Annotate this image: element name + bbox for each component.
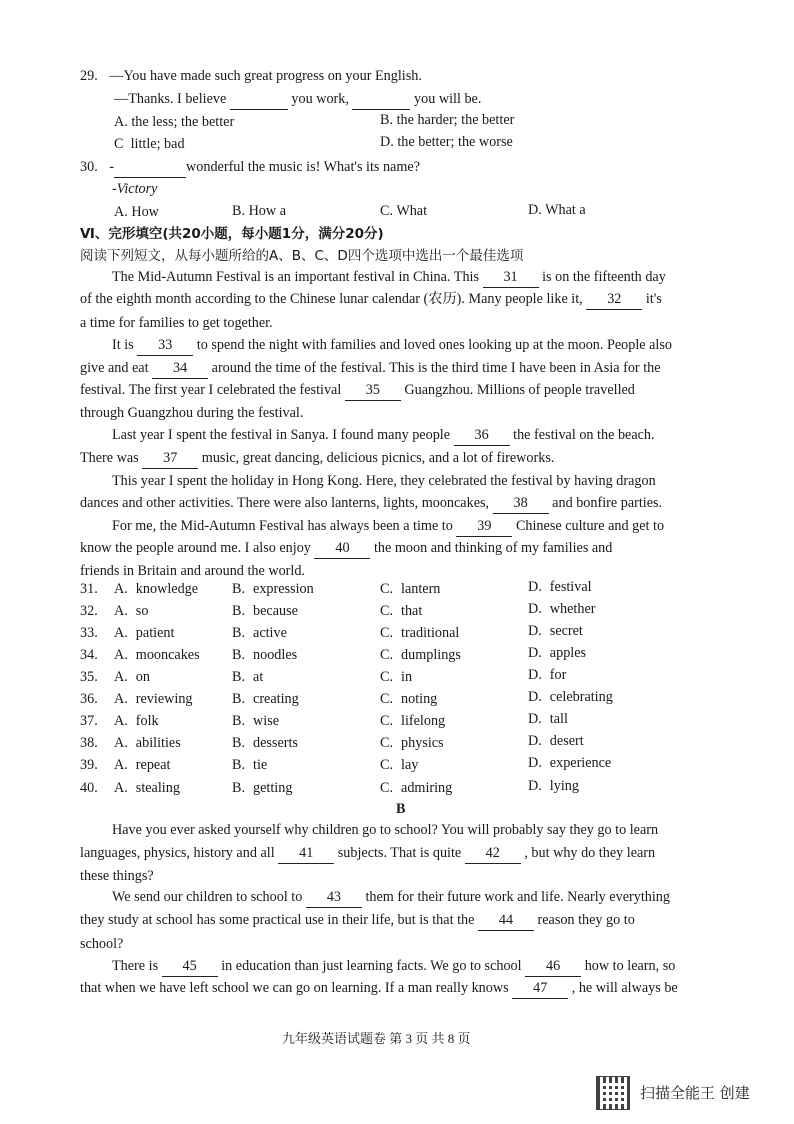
option-text: that <box>401 603 423 619</box>
passage-line <box>80 934 123 954</box>
passage-text: through Guangzhou during the festival. <box>80 405 304 421</box>
q30-option-c <box>380 201 427 221</box>
passage-line <box>80 978 678 999</box>
choice-option-b[interactable] <box>232 711 279 731</box>
option-letter: A. <box>114 780 128 796</box>
passage-line <box>80 289 662 310</box>
option-text: lying <box>549 778 579 794</box>
blank-number[interactable]: 34 <box>152 358 208 379</box>
text: - <box>109 159 115 175</box>
passage-text: the festival on the beach. <box>509 427 655 443</box>
option-letter: C. <box>380 757 394 773</box>
choice-option-b[interactable] <box>232 667 263 687</box>
blank-number[interactable]: 35 <box>345 380 401 401</box>
option-label: B. <box>232 203 246 219</box>
option-text: creating <box>253 691 299 707</box>
option-label: D. <box>528 202 542 218</box>
option-text: celebrating <box>549 689 613 705</box>
option-letter: A. <box>114 669 128 685</box>
option-letter: C. <box>380 581 394 597</box>
option-letter: D. <box>528 733 542 749</box>
passage-text: give and eat <box>80 360 153 376</box>
passage-line <box>112 425 655 446</box>
option-letter: B. <box>232 691 246 707</box>
choice-number: 38. <box>80 735 98 751</box>
passage-text: they study at school has some practical use in their life, but is that the <box>80 912 478 928</box>
choice-number: 34. <box>80 647 98 663</box>
q29-option-a <box>114 112 234 132</box>
text: —Thanks. I believe <box>114 91 227 107</box>
blank-number[interactable]: 39 <box>456 516 512 537</box>
option-letter: A. <box>114 757 128 773</box>
option-text: tall <box>549 711 568 727</box>
passage-text: subjects. That is quite <box>334 845 465 861</box>
passage-line <box>80 380 635 401</box>
option-text: in <box>401 669 413 685</box>
option-text: the less; the better <box>131 114 235 130</box>
choice-option-d[interactable] <box>528 709 568 729</box>
passage-text: , but why do they learn <box>520 845 656 861</box>
passage-text: , he will always be <box>568 980 678 996</box>
passage-line <box>112 516 664 537</box>
option-letter: C. <box>380 691 394 707</box>
question-number: 29. <box>80 68 98 84</box>
option-letter: D. <box>528 645 542 661</box>
option-text: admiring <box>401 780 453 796</box>
choice-option-c[interactable] <box>380 667 412 687</box>
choice-option-c[interactable] <box>380 711 445 731</box>
option-letter: D. <box>528 601 542 617</box>
blank-number[interactable]: 41 <box>278 843 334 864</box>
choice-option-a[interactable] <box>114 667 150 687</box>
passage-text: Guangzhou. Millions of people travelled <box>400 382 635 398</box>
choice-option-d[interactable] <box>528 643 586 663</box>
q30-option-d <box>528 200 586 220</box>
passage-line <box>112 956 675 977</box>
option-text: getting <box>253 780 293 796</box>
option-text: experience <box>549 755 612 771</box>
option-letter: D. <box>528 579 542 595</box>
option-letter: A. <box>114 581 128 597</box>
choice-option-c[interactable] <box>380 645 461 665</box>
option-text: tie <box>253 757 268 773</box>
option-text: on <box>135 669 150 685</box>
passage-text: know the people around me. I also enjoy <box>80 540 315 556</box>
passage-line <box>112 471 656 491</box>
option-text: lay <box>401 757 419 773</box>
choice-option-c[interactable] <box>380 689 437 709</box>
passage-text: For me, the Mid-Autumn Festival has always been a time to <box>112 518 457 534</box>
option-text: How <box>131 204 159 220</box>
choice-option-b[interactable] <box>232 755 267 775</box>
passage-text: Have you ever asked yourself why children go to school? You will probably say they go to learn <box>112 822 659 838</box>
option-text: lantern <box>401 581 441 597</box>
choice-option-c[interactable] <box>380 601 422 621</box>
option-text: physics <box>401 735 444 751</box>
passage-line <box>80 561 305 581</box>
passage-text: festival. The first year I celebrated the festival <box>80 382 345 398</box>
passage-line <box>80 313 273 333</box>
option-letter: D. <box>528 778 542 794</box>
passage-text: in education than just learning facts. We go to school <box>217 958 526 974</box>
option-text: the harder; the better <box>396 112 515 128</box>
answer-blank[interactable] <box>230 89 288 110</box>
passage-text: around the time of the festival. This is the third time I have been in Asia for the <box>208 360 661 376</box>
option-label: B. <box>380 112 394 128</box>
choice-option-d[interactable] <box>528 776 579 796</box>
choice-option-c[interactable] <box>380 733 444 753</box>
q30-line1 <box>80 157 420 178</box>
passage-b-title: B <box>396 801 406 817</box>
question-number: 30. <box>80 159 98 175</box>
option-text: for <box>549 667 567 683</box>
blank-number[interactable]: 32 <box>586 289 642 310</box>
passage-text: that when we have left school we can go on learning. If a man really knows <box>80 980 513 996</box>
option-text: What a <box>545 202 586 218</box>
watermark-text: 扫描全能王 创建 <box>640 1084 750 1102</box>
option-letter: C. <box>380 669 394 685</box>
option-text: stealing <box>135 780 180 796</box>
option-letter: B. <box>232 713 246 729</box>
question-text: wonderful the music is! What's its name? <box>186 159 420 175</box>
option-letter: B. <box>232 757 246 773</box>
blank-number[interactable]: 45 <box>162 956 218 977</box>
option-letter: A. <box>114 691 128 707</box>
choice-option-c[interactable] <box>380 778 452 798</box>
passage-text: to spend the night with families and loved ones looking up at the moon. People also <box>193 337 672 353</box>
choice-option-a[interactable] <box>114 645 200 665</box>
choice-option-b[interactable] <box>232 689 299 709</box>
choice-option-d[interactable] <box>528 753 611 773</box>
option-text: patient <box>135 625 175 641</box>
option-text: traditional <box>401 625 460 641</box>
option-letter: A. <box>114 735 128 751</box>
blank-number[interactable]: 36 <box>454 425 510 446</box>
option-letter: C. <box>380 647 394 663</box>
passage-line <box>80 448 554 469</box>
choice-option-a[interactable] <box>114 579 198 599</box>
passage-text: school? <box>80 936 124 952</box>
passage-text: is on the fifteenth day <box>538 269 666 285</box>
blank-number[interactable]: 40 <box>314 538 370 559</box>
passage-text: Chinese culture and get to <box>512 518 665 534</box>
passage-text: it's <box>642 291 662 307</box>
blank-number[interactable]: 38 <box>493 493 549 514</box>
answer-blank[interactable] <box>352 89 410 110</box>
passage-text: and bonfire parties. <box>548 495 663 511</box>
option-text: whether <box>549 601 596 617</box>
blank-number[interactable]: 47 <box>512 978 568 999</box>
option-text: reviewing <box>135 691 193 707</box>
option-letter: A. <box>114 625 128 641</box>
option-text: knowledge <box>135 581 199 597</box>
choice-number: 40. <box>80 780 98 796</box>
choice-option-b[interactable] <box>232 601 298 621</box>
choice-option-d[interactable] <box>528 599 596 619</box>
option-text: lifelong <box>401 713 446 729</box>
passage-line <box>112 267 666 288</box>
passage-text: music, great dancing, delicious picnics, and a lot of fireworks. <box>198 450 555 466</box>
text: you will be. <box>414 91 482 107</box>
option-letter: B. <box>232 647 246 663</box>
passage-text: these things? <box>80 868 154 884</box>
option-text: expression <box>253 581 314 597</box>
passage-line <box>80 538 612 559</box>
option-text: repeat <box>135 757 171 773</box>
option-letter: B. <box>232 603 246 619</box>
choice-option-d[interactable] <box>528 665 566 685</box>
passage-line <box>112 335 672 356</box>
passage-text: of the eighth month according to the Chinese lunar calendar (农历). Many people like it, <box>80 291 587 307</box>
option-text: dumplings <box>401 647 461 663</box>
choice-option-b[interactable] <box>232 645 297 665</box>
passage-line <box>112 887 670 908</box>
option-text: noting <box>401 691 438 707</box>
option-letter: D. <box>528 755 542 771</box>
choice-number: 31. <box>80 581 98 597</box>
passage-text: There is <box>112 958 162 974</box>
option-label: A. <box>114 114 128 130</box>
passage-text: a time for families to get together. <box>80 315 273 331</box>
choice-option-a[interactable] <box>114 778 180 798</box>
q29-option-b <box>380 110 514 130</box>
choice-number: 39. <box>80 757 98 773</box>
passage-text: them for their future work and life. Nearly everything <box>361 889 670 905</box>
option-text: folk <box>135 713 159 729</box>
passage-line <box>112 820 658 840</box>
choice-number: 35. <box>80 669 98 685</box>
choice-option-c[interactable] <box>380 579 440 599</box>
option-text: desserts <box>253 735 298 751</box>
text: you work, <box>291 91 349 107</box>
scanner-watermark <box>596 1076 786 1110</box>
passage-text: reason they go to <box>533 912 635 928</box>
option-letter: A. <box>114 603 128 619</box>
q30-answer-line: -Victory <box>112 181 158 197</box>
option-letter: C. <box>380 625 394 641</box>
blank-number[interactable]: 33 <box>137 335 193 356</box>
passage-text: dances and other activities. There were also lanterns, lights, mooncakes, <box>80 495 493 511</box>
option-text: the better; the worse <box>397 134 513 150</box>
section-title: Ⅵ、完形填空(共20小题，每小题1分，满分20分) <box>80 226 384 242</box>
option-text: little; bad <box>130 136 185 152</box>
option-letter: D. <box>528 623 542 639</box>
blank-number[interactable]: 31 <box>483 267 539 288</box>
q29-line1 <box>80 66 422 86</box>
choice-number: 32. <box>80 603 98 619</box>
passage-text: Last year I spent the festival in Sanya. I found many people <box>112 427 454 443</box>
q29-line2 <box>114 89 481 110</box>
section-instruction: 阅读下列短文，从每小题所给的A、B、C、D四个选项中选出一个最佳选项 <box>80 248 524 264</box>
choice-option-a[interactable] <box>114 623 174 643</box>
passage-text: the moon and thinking of my families and <box>370 540 613 556</box>
choice-option-d[interactable] <box>528 731 584 751</box>
option-letter: C. <box>380 780 394 796</box>
passage-line <box>80 403 303 423</box>
passage-line <box>80 910 635 931</box>
choice-option-b[interactable] <box>232 623 287 643</box>
passage-line <box>80 493 662 514</box>
passage-text: friends in Britain and around the world. <box>80 563 305 579</box>
option-letter: A. <box>114 713 128 729</box>
choice-option-b[interactable] <box>232 778 292 798</box>
passage-line <box>80 358 661 379</box>
option-text: apples <box>549 645 587 661</box>
passage-text: There was <box>80 450 143 466</box>
choice-option-d[interactable] <box>528 577 592 597</box>
choice-number: 37. <box>80 713 98 729</box>
option-text: noodles <box>253 647 298 663</box>
option-text: How a <box>248 203 286 219</box>
option-label: C <box>114 136 124 152</box>
passage-text: languages, physics, history and all <box>80 845 279 861</box>
option-letter: C. <box>380 603 394 619</box>
option-text: because <box>253 603 298 619</box>
passage-text: We send our children to school to <box>112 889 306 905</box>
option-text: desert <box>549 733 584 749</box>
choice-option-d[interactable] <box>528 621 583 641</box>
choice-option-d[interactable] <box>528 687 613 707</box>
q30-option-b <box>232 201 286 221</box>
blank-number[interactable]: 42 <box>465 843 521 864</box>
question-text: —You have made such great progress on your English. <box>109 68 422 84</box>
choice-option-b[interactable] <box>232 579 314 599</box>
option-text: abilities <box>135 735 181 751</box>
blank-number[interactable]: 46 <box>525 956 581 977</box>
q30-option-a <box>114 202 159 222</box>
qr-code-icon <box>596 1076 630 1110</box>
q29-option-d <box>380 132 513 152</box>
option-letter: B. <box>232 625 246 641</box>
passage-text: how to learn, so <box>581 958 676 974</box>
option-letter: B. <box>232 669 246 685</box>
choice-option-a[interactable] <box>114 601 148 621</box>
choice-option-c[interactable] <box>380 623 459 643</box>
option-text: mooncakes <box>135 647 200 663</box>
q29-option-c <box>114 134 185 154</box>
option-text: active <box>253 625 287 641</box>
choice-option-a[interactable] <box>114 711 159 731</box>
choice-option-a[interactable] <box>114 689 193 709</box>
option-text: so <box>135 603 149 619</box>
blank-number[interactable]: 37 <box>142 448 198 469</box>
option-label: C. <box>380 203 394 219</box>
passage-line <box>80 866 154 886</box>
passage-line <box>80 843 655 864</box>
choice-option-a[interactable] <box>114 755 170 775</box>
passage-text: This year I spent the holiday in Hong Kong. Here, they celebrated the festival by having dragon <box>112 473 656 489</box>
option-letter: C. <box>380 713 394 729</box>
choice-option-b[interactable] <box>232 733 298 753</box>
option-letter: B. <box>232 581 246 597</box>
answer-blank[interactable] <box>114 157 186 178</box>
option-letter: B. <box>232 780 246 796</box>
option-text: at <box>253 669 264 685</box>
passage-text: It is <box>112 337 138 353</box>
option-text: secret <box>549 623 583 639</box>
option-letter: C. <box>380 735 394 751</box>
option-text: festival <box>549 579 592 595</box>
option-letter: A. <box>114 647 128 663</box>
page-footer: 九年级英语试题卷 第 3 页 共 8 页 <box>282 1031 471 1046</box>
option-letter: D. <box>528 667 542 683</box>
passage-text: The Mid-Autumn Festival is an important festival in China. This <box>112 269 483 285</box>
option-letter: B. <box>232 735 246 751</box>
blank-number[interactable]: 43 <box>306 887 362 908</box>
option-text: What <box>396 203 428 219</box>
option-letter: D. <box>528 689 542 705</box>
choice-option-c[interactable] <box>380 755 418 775</box>
choice-number: 33. <box>80 625 98 641</box>
option-label: D. <box>380 134 394 150</box>
option-text: wise <box>253 713 280 729</box>
option-label: A. <box>114 204 128 220</box>
option-letter: D. <box>528 711 542 727</box>
blank-number[interactable]: 44 <box>478 910 534 931</box>
choice-option-a[interactable] <box>114 733 181 753</box>
choice-number: 36. <box>80 691 98 707</box>
